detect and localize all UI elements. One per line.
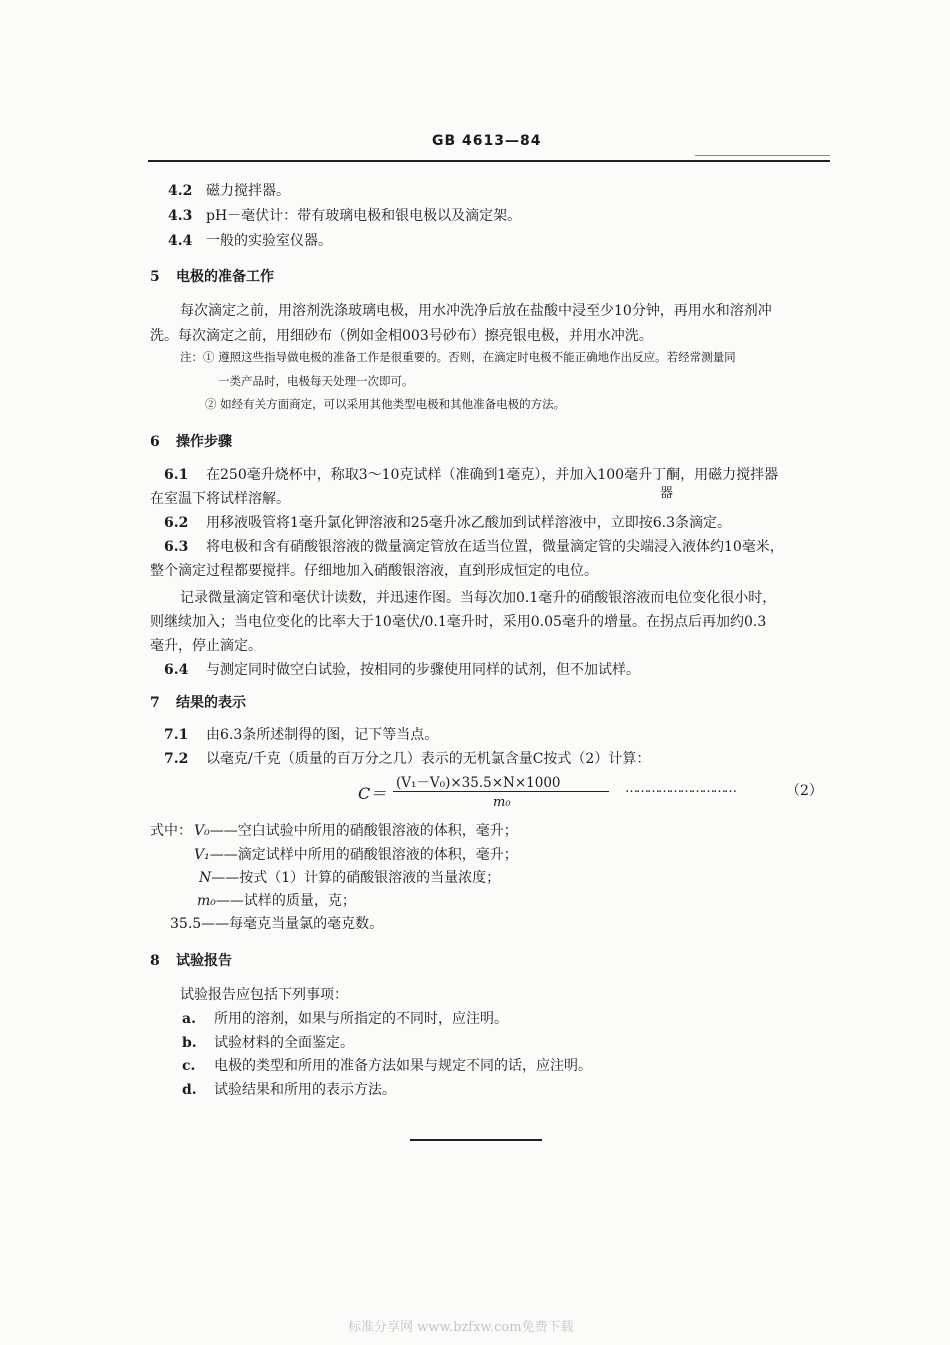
header-rule-thin [695, 155, 830, 156]
var-symbol: m₀ [197, 893, 216, 909]
header-rule [148, 160, 830, 162]
item-text: 磁力搅拌器。 [206, 183, 290, 199]
footer-watermark: 标准分享网 www.bzfxw.com免费下载 [348, 1320, 574, 1335]
section-8-heading [150, 950, 232, 970]
item-text: pH－毫伏计：带有玻璃电极和银电极以及滴定架。 [206, 208, 522, 224]
clause-7-1 [164, 725, 438, 745]
note-2 [205, 396, 565, 412]
item-4-4 [168, 231, 332, 251]
clause-6-4 [164, 660, 640, 680]
section-6-heading [150, 431, 232, 451]
clause-text: 由6.3条所述制得的图，记下等当点。 [206, 727, 439, 743]
note-1-text: 遵照这些指导做电极的准备工作是很重要的。否则，在滴定时电极不能正确地作出反应。若经常测量同 [218, 350, 736, 364]
var-v1 [194, 845, 518, 865]
item-text: 试验结果和所用的表示方法。 [214, 1082, 396, 1098]
clause-6-3b-line-3: 毫升，停止滴定。 [150, 638, 262, 654]
note-2-text: 如经有关方面商定，可以采用其他类型电极和其他准备电极的方法。 [220, 397, 566, 411]
report-item-c [182, 1056, 592, 1076]
note-label: 注：① [180, 350, 215, 364]
clause-text: 将电极和含有硝酸银溶液的微量滴定管放在适当位置，微量滴定管的尖端浸入液体约10毫米， [206, 539, 784, 555]
clause-text: 以毫克/千克（质量的百万分之几）表示的无机氯含量C按式（2）计算： [206, 751, 651, 767]
item-mark: b. [182, 1035, 197, 1051]
report-intro: 试验报告应包括下列事项： [180, 987, 348, 1003]
end-rule [410, 1139, 542, 1141]
item-4-3 [168, 206, 521, 226]
note-1-line-2: 一类产品时，电极每天处理一次即可。 [218, 374, 414, 388]
standard-id: GB 4613—84 [432, 133, 542, 149]
item-4-2 [168, 181, 290, 201]
formula-denominator: m₀ [493, 795, 511, 810]
section-title: 电极的准备工作 [176, 269, 274, 285]
clause-6-2 [164, 513, 731, 533]
clause-text: 在250毫升烧杯中，称取3～10克试样（准确到1毫克），并加入100毫升丁酮，用磁力搅拌器 [206, 467, 779, 483]
formula-dots: ………………………… [625, 781, 735, 796]
formula-numerator: (V₁－V₀)×35.5×N×1000 [396, 775, 561, 791]
report-item-d [182, 1080, 396, 1100]
clause-number: 7.1 [164, 727, 189, 743]
item-text: 所用的溶剂，如果与所指定的不同时，应注明。 [214, 1011, 508, 1027]
item-number: 4.3 [168, 208, 193, 224]
item-mark: a. [182, 1011, 196, 1027]
clause-6-1-line-2: 在室温下将试样溶解。 [150, 491, 290, 507]
section-7-heading [150, 692, 246, 712]
clause-6-3b-line-2: 则继续加入；当电位变化的比率大于10毫伏/0.1毫升时，采用0.05毫升的增量。在拐点后再加约0.3 [150, 614, 767, 630]
section-5-heading [150, 266, 274, 286]
clause-6-3 [164, 537, 784, 557]
section-5-para-line-2: 洗。每次滴定之前，用细砂布（例如金相003号砂布）擦亮银电极，并用水冲洗。 [150, 328, 653, 344]
item-number: 4.2 [168, 183, 193, 199]
stray-character: 器 [660, 486, 674, 501]
section-number: 6 [150, 434, 160, 450]
var-symbol: N [199, 870, 212, 886]
var-description: ——滴定试样中所用的硝酸银溶液的体积，毫升； [209, 847, 518, 863]
clause-number: 7.2 [164, 751, 189, 767]
clause-6-3b-line-1: 记录微量滴定管和毫伏计读数，并迅速作图。当每次加0.1毫升的硝酸银溶液而电位变化很小时， [180, 590, 777, 606]
var-n [199, 868, 500, 888]
section-title: 操作步骤 [176, 434, 232, 450]
var-symbol: 35.5 [170, 916, 202, 932]
item-text: 试验材料的全面鉴定。 [214, 1035, 354, 1051]
item-number: 4.4 [168, 233, 193, 249]
section-5-para-line-1: 每次滴定之前，用溶剂洗涤玻璃电极，用水冲洗净后放在盐酸中浸至少10分钟，再用水和溶剂冲 [180, 303, 772, 319]
clause-number: 6.3 [164, 539, 189, 555]
section-title: 试验报告 [176, 953, 232, 969]
section-number: 8 [150, 953, 160, 969]
item-text: 电极的类型和所用的准备方法如果与规定不同的话，应注明。 [214, 1058, 592, 1074]
var-description: ——每毫克当量氯的毫克数。 [201, 916, 384, 932]
clause-number: 6.1 [164, 467, 189, 483]
item-mark: c. [182, 1058, 196, 1074]
clause-6-1 [164, 465, 778, 485]
report-item-b [182, 1033, 354, 1053]
equation-number: （2） [786, 783, 823, 799]
note-1 [180, 349, 736, 365]
note-2-mark: ② [205, 397, 217, 411]
var-description: ——空白试验中所用的硝酸银溶液的体积，毫升； [209, 823, 518, 839]
clause-6-3-line-2: 整个滴定过程都要搅拌。仔细地加入硝酸银溶液，直到形成恒定的电位。 [150, 563, 598, 579]
clause-text: 用移液吸管将1毫升氯化钾溶液和25毫升冰乙酸加到试样溶液中，立即按6.3条滴定。 [206, 515, 731, 531]
clause-7-2 [164, 749, 650, 769]
where-label: 式中： [150, 823, 192, 839]
section-number: 7 [150, 695, 160, 711]
var-symbol: V₀ [194, 823, 210, 839]
clause-number: 6.2 [164, 515, 189, 531]
section-title: 结果的表示 [176, 695, 246, 711]
var-description: ——按式（1）计算的硝酸银溶液的当量浓度； [211, 870, 501, 886]
var-symbol: V₁ [194, 847, 210, 863]
var-35-5 [170, 914, 383, 934]
var-v0 [194, 821, 518, 841]
item-text: 一般的实验室仪器。 [206, 233, 332, 249]
var-description: ——试样的质量，克； [215, 893, 356, 909]
var-m0 [197, 891, 356, 911]
fraction-line [393, 791, 609, 792]
clause-text: 与测定同时做空白试验，按相同的步骤使用同样的试剂，但不加试样。 [206, 662, 640, 678]
clause-number: 6.4 [164, 662, 189, 678]
section-number: 5 [150, 269, 160, 285]
formula-lhs: C＝ [358, 784, 387, 803]
report-item-a [182, 1009, 508, 1029]
item-mark: d. [182, 1082, 197, 1098]
